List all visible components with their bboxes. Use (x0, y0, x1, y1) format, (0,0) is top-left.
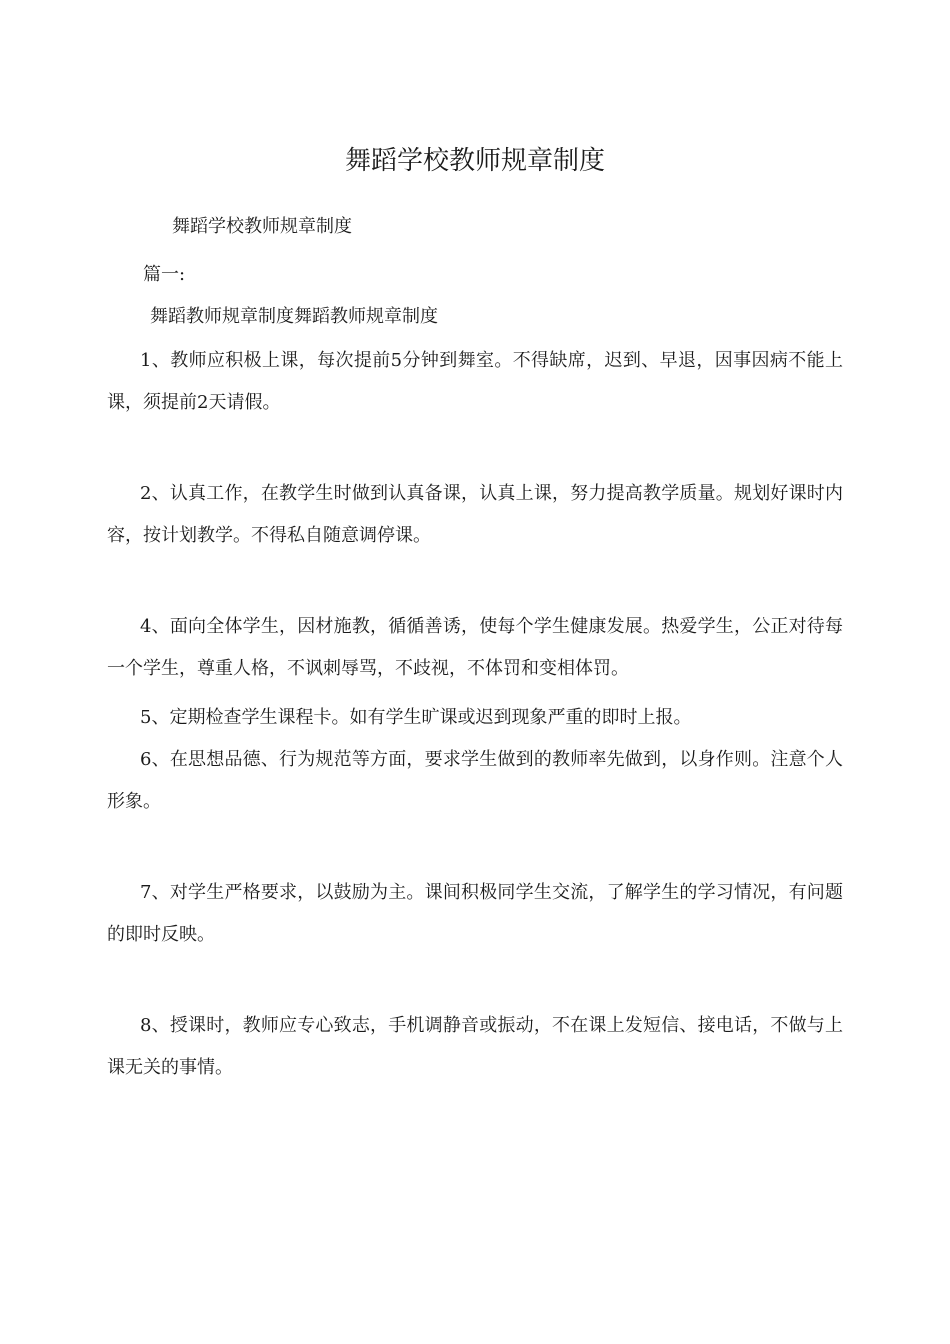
rule-item-8: 8、授课时，教师应专心致志，手机调静音或振动，不在课上发短信、接电话，不做与上课无关的事情。 (107, 1015, 843, 1078)
document-title: 舞蹈学校教师规章制度 (344, 146, 605, 176)
rule-item-1: 1、教师应积极上课，每次提前5分钟到舞室。不得缺席，迟到、早退，因事因病不能上课，须提前2天请假。 (107, 350, 843, 413)
rule-item-5: 5、定期检查学生课程卡。如有学生旷课或迟到现象严重的即时上报。 (140, 707, 692, 728)
section-label: 篇一: (143, 264, 186, 285)
rule-item-4: 4、面向全体学生，因材施教，循循善诱，使每个学生健康发展。热爱学生，公正对待每一个学生，尊重人格，不讽刺辱骂，不歧视，不体罚和变相体罚。 (107, 616, 843, 679)
rule-item-2: 2、认真工作，在教学生时做到认真备课，认真上课，努力提高教学质量。规划好课时内容，按计划教学。不得私自随意调停课。 (107, 483, 843, 546)
rule-item-6: 6、在思想品德、行为规范等方面，要求学生做到的教师率先做到，以身作则。注意个人形象。 (107, 749, 843, 812)
section-heading: 舞蹈教师规章制度舞蹈教师规章制度 (150, 306, 438, 327)
rule-item-7: 7、对学生严格要求，以鼓励为主。课间积极同学生交流，了解学生的学习情况，有问题的即时反映。 (107, 882, 843, 945)
document-subtitle: 舞蹈学校教师规章制度 (172, 216, 352, 237)
